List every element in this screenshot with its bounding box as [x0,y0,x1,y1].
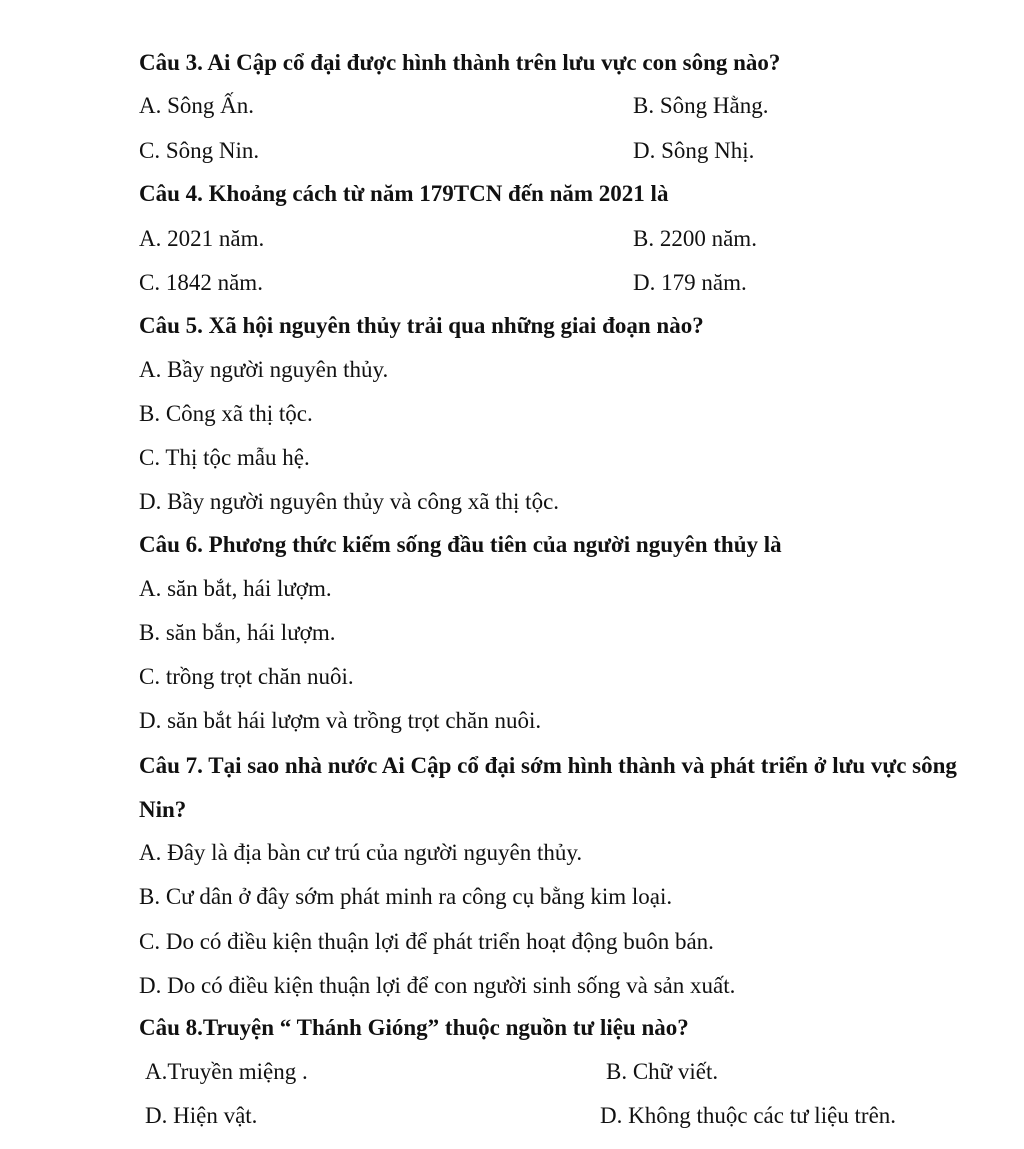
question-5-option-d: D. Bầy người nguyên thủy và công xã thị tộc. [139,489,560,514]
question-6-option-d: D. săn bắt hái lượm và trồng trọt chăn nuôi. [139,708,542,733]
question-4-option-b: B. 2200 năm. [633,226,757,251]
question-4-option-d: D. 179 năm. [633,270,747,295]
question-8-title: Câu 8.Truyện “ Thánh Gióng” thuộc nguồn tư liệu nào? [139,1015,689,1040]
question-3-title: Câu 3. Ai Cập cổ đại được hình thành trên lưu vực con sông nào? [139,50,781,75]
question-6-option-c: C. trồng trọt chăn nuôi. [139,664,354,689]
question-7-option-d: D. Do có điều kiện thuận lợi để con người sinh sống và sản xuất. [139,973,736,998]
question-6-title: Câu 6. Phương thức kiếm sống đầu tiên của người nguyên thủy là [139,532,782,557]
question-4-title: Câu 4. Khoảng cách từ năm 179TCN đến năm 2021 là [139,181,669,206]
question-8-option-d: D. Không thuộc các tư liệu trên. [600,1103,897,1128]
question-5-option-b: B. Công xã thị tộc. [139,401,313,426]
question-7-option-c: C. Do có điều kiện thuận lợi để phát triển hoạt động buôn bán. [139,929,714,954]
question-5-option-c: C. Thị tộc mẫu hệ. [139,445,310,470]
question-8-option-a: A.Truyền miệng . [145,1059,308,1084]
question-7-option-a: A. Đây là địa bàn cư trú của người nguyên thủy. [139,840,583,865]
question-7-title-line-2: Nin? [139,797,187,822]
question-4-option-a: A. 2021 năm. [139,226,265,251]
question-5-title: Câu 5. Xã hội nguyên thủy trải qua những giai đoạn nào? [139,313,704,338]
question-3-option-c: C. Sông Nin. [139,138,260,163]
question-6-option-a: A. săn bắt, hái lượm. [139,576,332,601]
question-3-option-a: A. Sông Ấn. [139,93,255,118]
question-7-title-line-1: Câu 7. Tại sao nhà nước Ai Cập cổ đại sớm hình thành và phát triển ở lưu vực sông [139,753,957,778]
question-3-option-b: B. Sông Hằng. [633,93,769,118]
question-7-option-b: B. Cư dân ở đây sớm phát minh ra công cụ bằng kim loại. [139,884,673,909]
question-6-option-b: B. săn bắn, hái lượm. [139,620,336,645]
question-3-option-d: D. Sông Nhị. [633,138,755,163]
question-8-option-b: B. Chữ viết. [606,1059,719,1084]
question-5-option-a: A. Bầy người nguyên thủy. [139,357,389,382]
question-4-option-c: C. 1842 năm. [139,270,263,295]
question-8-option-c: D. Hiện vật. [145,1103,258,1128]
